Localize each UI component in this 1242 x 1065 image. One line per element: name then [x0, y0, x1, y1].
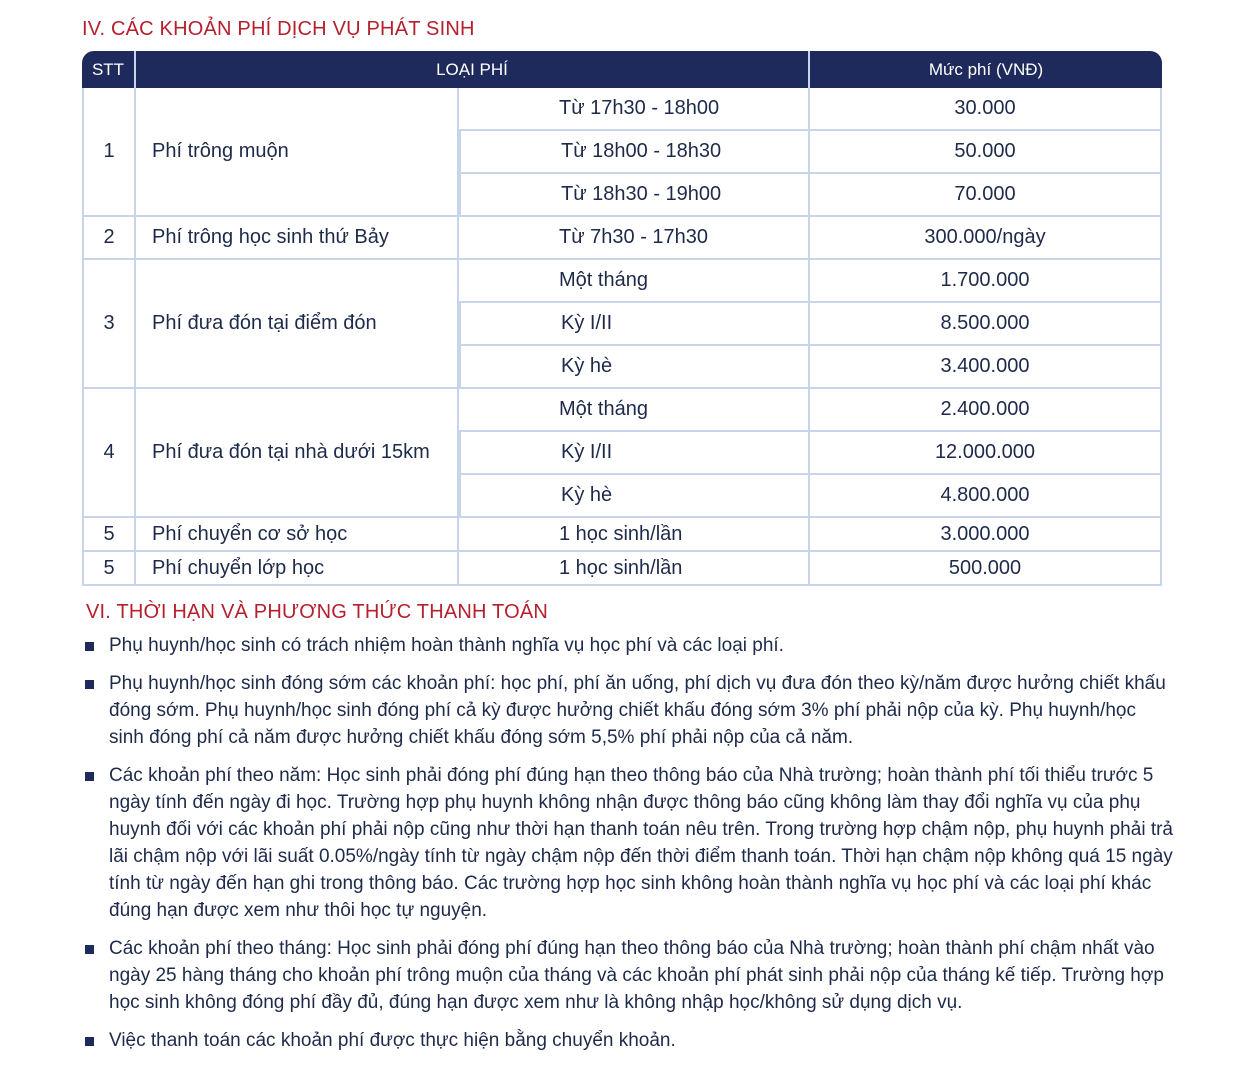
header-amount: Mức phí (VNĐ)	[810, 51, 1162, 88]
square-bullet-icon	[85, 1037, 94, 1046]
list-item-text: Phụ huynh/học sinh đóng sớm các khoản phí: học phí, phí ăn uống, phí dịch vụ đưa đón theo kỳ/năm được hưởng chiết khấu đóng sớm. Phụ huynh/học sinh đóng phí cả kỳ được hưởng chiết khấu đóng sớm 3% phí phải nộp của kỳ. Phụ huynh/học sinh đóng phí cả năm được hưởng chiết khấu đóng sớm 5,5% phí phải nộp của cả năm.	[109, 673, 1166, 748]
fee-condition-cell: 1 học sinh/lần	[459, 518, 810, 552]
fee-price-cell: 300.000/ngày	[810, 217, 1162, 260]
fee-name-cell: Phí trông muộn	[136, 88, 459, 217]
list-item	[84, 632, 1174, 659]
list-item-text: Phụ huynh/học sinh có trách nhiệm hoàn thành nghĩa vụ học phí và các loại phí.	[109, 635, 784, 656]
fee-condition-cell: Từ 7h30 - 17h30	[459, 217, 810, 260]
table-header-row	[82, 51, 1162, 88]
square-bullet-icon	[85, 642, 94, 651]
fee-condition-cell: Một tháng	[459, 260, 810, 303]
list-item	[84, 935, 1174, 1016]
fee-name-cell: Phí chuyển lớp học	[136, 552, 459, 586]
fee-name-cell: Phí trông học sinh thứ Bảy	[136, 217, 459, 260]
stt-cell: 5	[82, 552, 136, 586]
fee-price-cell: 3.000.000	[810, 518, 1162, 552]
list-item	[84, 670, 1174, 751]
fee-condition-cell: Kỳ I/II	[459, 303, 810, 346]
header-fee-type: LOẠI PHÍ	[136, 51, 810, 88]
list-item	[84, 1027, 1174, 1054]
fee-price-cell: 500.000	[810, 552, 1162, 586]
stt-cell: 4	[82, 389, 136, 518]
fee-condition-cell: Từ 17h30 - 18h00	[459, 88, 810, 131]
fee-price-cell: 50.000	[810, 131, 1162, 174]
stt-cell: 5	[82, 518, 136, 552]
fee-price-cell: 8.500.000	[810, 303, 1162, 346]
table-row	[82, 217, 1162, 260]
section-4-title: IV. CÁC KHOẢN PHÍ DỊCH VỤ PHÁT SINH	[82, 18, 475, 40]
fee-name-cell: Phí chuyển cơ sở học	[136, 518, 459, 552]
fee-condition-cell: Một tháng	[459, 389, 810, 432]
fee-price-cell: 12.000.000	[810, 432, 1162, 475]
header-stt: STT	[82, 51, 136, 88]
table-row	[82, 88, 1162, 131]
fee-condition-cell: Từ 18h00 - 18h30	[459, 131, 810, 174]
list-item-text: Việc thanh toán các khoản phí được thực hiện bằng chuyển khoản.	[109, 1030, 676, 1051]
fee-name-cell: Phí đưa đón tại điểm đón	[136, 260, 459, 389]
stt-cell: 2	[82, 217, 136, 260]
service-fee-table	[82, 51, 1162, 586]
table-row	[82, 518, 1162, 552]
fee-price-cell: 3.400.000	[810, 346, 1162, 389]
square-bullet-icon	[85, 772, 94, 781]
fee-price-cell: 2.400.000	[810, 389, 1162, 432]
fee-price-cell: 1.700.000	[810, 260, 1162, 303]
fee-price-cell: 4.800.000	[810, 475, 1162, 518]
list-item	[84, 762, 1174, 924]
square-bullet-icon	[85, 945, 94, 954]
fee-condition-cell: 1 học sinh/lần	[459, 552, 810, 586]
table-row	[82, 260, 1162, 303]
square-bullet-icon	[85, 680, 94, 689]
payment-terms-list	[84, 632, 1174, 1065]
fee-price-cell: 30.000	[810, 88, 1162, 131]
section-6-title: VI. THỜI HẠN VÀ PHƯƠNG THỨC THANH TOÁN	[86, 601, 549, 623]
fee-name-cell: Phí đưa đón tại nhà dưới 15km	[136, 389, 459, 518]
list-item-text: Các khoản phí theo tháng: Học sinh phải đóng phí đúng hạn theo thông báo của Nhà trường; hoàn thành phí chậm nhất vào ngày 25 hàng tháng cho khoản phí trông muộn của tháng và các khoản phí phát sinh phải nộp của tháng kế tiếp. Trường hợp học sinh không đóng phí đầy đủ, đúng hạn được xem như là không nhập học/không sử dụng dịch vụ.	[109, 938, 1164, 1013]
stt-cell: 1	[82, 88, 136, 217]
table-row	[82, 389, 1162, 432]
fee-price-cell: 70.000	[810, 174, 1162, 217]
fee-condition-cell: Kỳ hè	[459, 475, 810, 518]
stt-cell: 3	[82, 260, 136, 389]
table-row	[82, 552, 1162, 586]
fee-condition-cell: Kỳ I/II	[459, 432, 810, 475]
fee-condition-cell: Kỳ hè	[459, 346, 810, 389]
list-item-text: Các khoản phí theo năm: Học sinh phải đóng phí đúng hạn theo thông báo của Nhà trường; hoàn thành phí tối thiểu trước 5 ngày tính đến ngày đi học. Trường hợp phụ huynh không nhận được thông báo cũng không làm thay đổi nghĩa vụ của phụ huynh đối với các khoản phí phải nộp cũng như thời hạn thanh toán nêu trên. Trong trường hợp chậm nộp, phụ huynh phải trả lãi chậm nộp với lãi suất 0.05%/ngày tính từ ngày chậm nộp đến thời điểm thanh toán. Thời hạn chậm nộp không quá 15 ngày tính từ ngày đến hạn ghi trong thông báo. Các trường hợp học sinh không hoàn thành nghĩa vụ học phí và các loại phí khác đúng hạn được xem như thôi học tự nguyện.	[109, 765, 1173, 921]
fee-condition-cell: Từ 18h30 - 19h00	[459, 174, 810, 217]
